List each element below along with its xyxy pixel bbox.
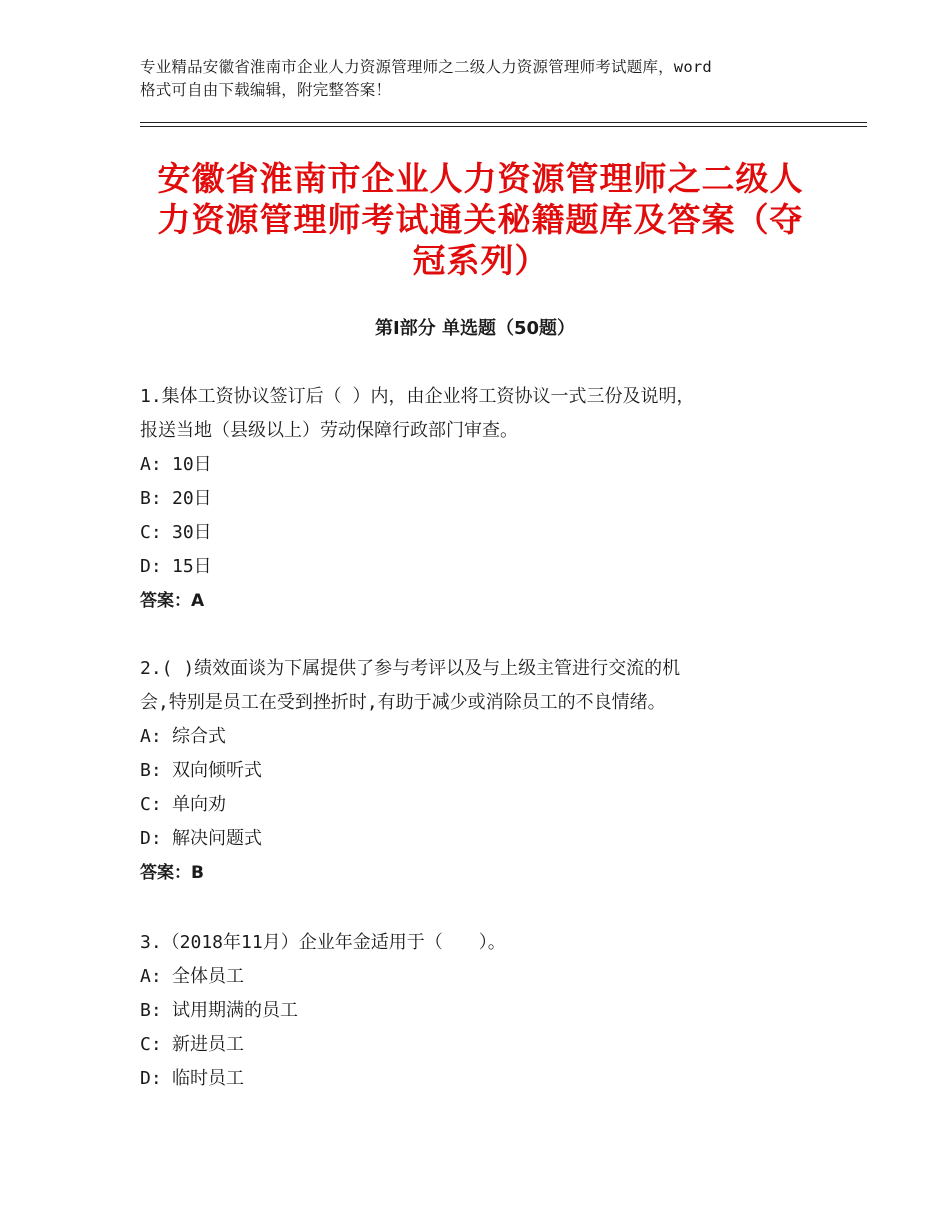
option-key: C: [140, 794, 162, 815]
option-text: 20日 [172, 488, 212, 509]
option-a [140, 960, 820, 994]
option-c [140, 788, 820, 822]
option-text: 试用期满的员工 [172, 1000, 298, 1021]
option-a [140, 448, 820, 482]
option-text: 综合式 [172, 726, 226, 747]
document-title-line-1: 安徽省淮南市企业人力资源管理师之二级人 [157, 159, 804, 198]
option-text: 10日 [172, 454, 212, 475]
option-key: B: [140, 488, 162, 509]
document-title [148, 158, 813, 281]
question-1 [140, 380, 820, 618]
header-note-line-2: 格式可自由下载编辑，附完整答案！ [140, 81, 392, 99]
header-note [140, 56, 840, 102]
option-text: 30日 [172, 522, 212, 543]
option-b [140, 482, 820, 516]
option-key: D: [140, 828, 162, 849]
option-key: C: [140, 1034, 162, 1055]
option-key: B: [140, 760, 162, 781]
option-text: 双向倾听式 [172, 760, 262, 781]
header-divider-bottom [140, 126, 867, 127]
question-stem-line-1: 3.（2018年11月）企业年金适用于（ ）。 [140, 932, 506, 953]
option-key: D: [140, 1068, 162, 1089]
option-key: D: [140, 556, 162, 577]
option-b [140, 994, 820, 1028]
option-text: 新进员工 [172, 1034, 244, 1055]
option-key: A: [140, 726, 162, 747]
option-text: 解决问题式 [172, 828, 262, 849]
header-note-line-1: 专业精品安徽省淮南市企业人力资源管理师之二级人力资源管理师考试题库，word [140, 58, 712, 76]
option-b [140, 754, 820, 788]
header-divider-top [140, 122, 867, 123]
answer-label: 答案：B [140, 863, 204, 883]
question-stem-line-2: 会,特别是员工在受到挫折时,有助于减少或消除员工的不良情绪。 [140, 692, 666, 713]
option-c [140, 516, 820, 550]
option-text: 全体员工 [172, 966, 244, 987]
document-title-line-3: 冠系列） [412, 241, 549, 280]
option-key: A: [140, 966, 162, 987]
question-stem-line-1: 2.( )绩效面谈为下属提供了参与考评以及与上级主管进行交流的机 [140, 658, 681, 679]
answer-label: 答案：A [140, 591, 205, 611]
option-key: A: [140, 454, 162, 475]
option-text: 15日 [172, 556, 212, 577]
option-key: C: [140, 522, 162, 543]
question-3 [140, 926, 820, 1096]
document-title-line-2: 力资源管理师考试通关秘籍题库及答案（夺 [157, 200, 804, 239]
question-2 [140, 652, 820, 890]
section-heading: 第Ⅰ部分 单选题（50题） [374, 318, 575, 339]
option-a [140, 720, 820, 754]
option-c [140, 1028, 820, 1062]
option-d [140, 822, 820, 856]
question-stem-line-1: 1.集体工资协议签订后（ ）内，由企业将工资协议一式三份及说明， [140, 386, 695, 407]
question-stem-line-2: 报送当地（县级以上）劳动保障行政部门审查。 [140, 420, 518, 441]
option-d [140, 550, 820, 584]
option-text: 临时员工 [172, 1068, 244, 1089]
option-key: B: [140, 1000, 162, 1021]
option-text: 单向劝 [172, 794, 226, 815]
option-d [140, 1062, 820, 1096]
